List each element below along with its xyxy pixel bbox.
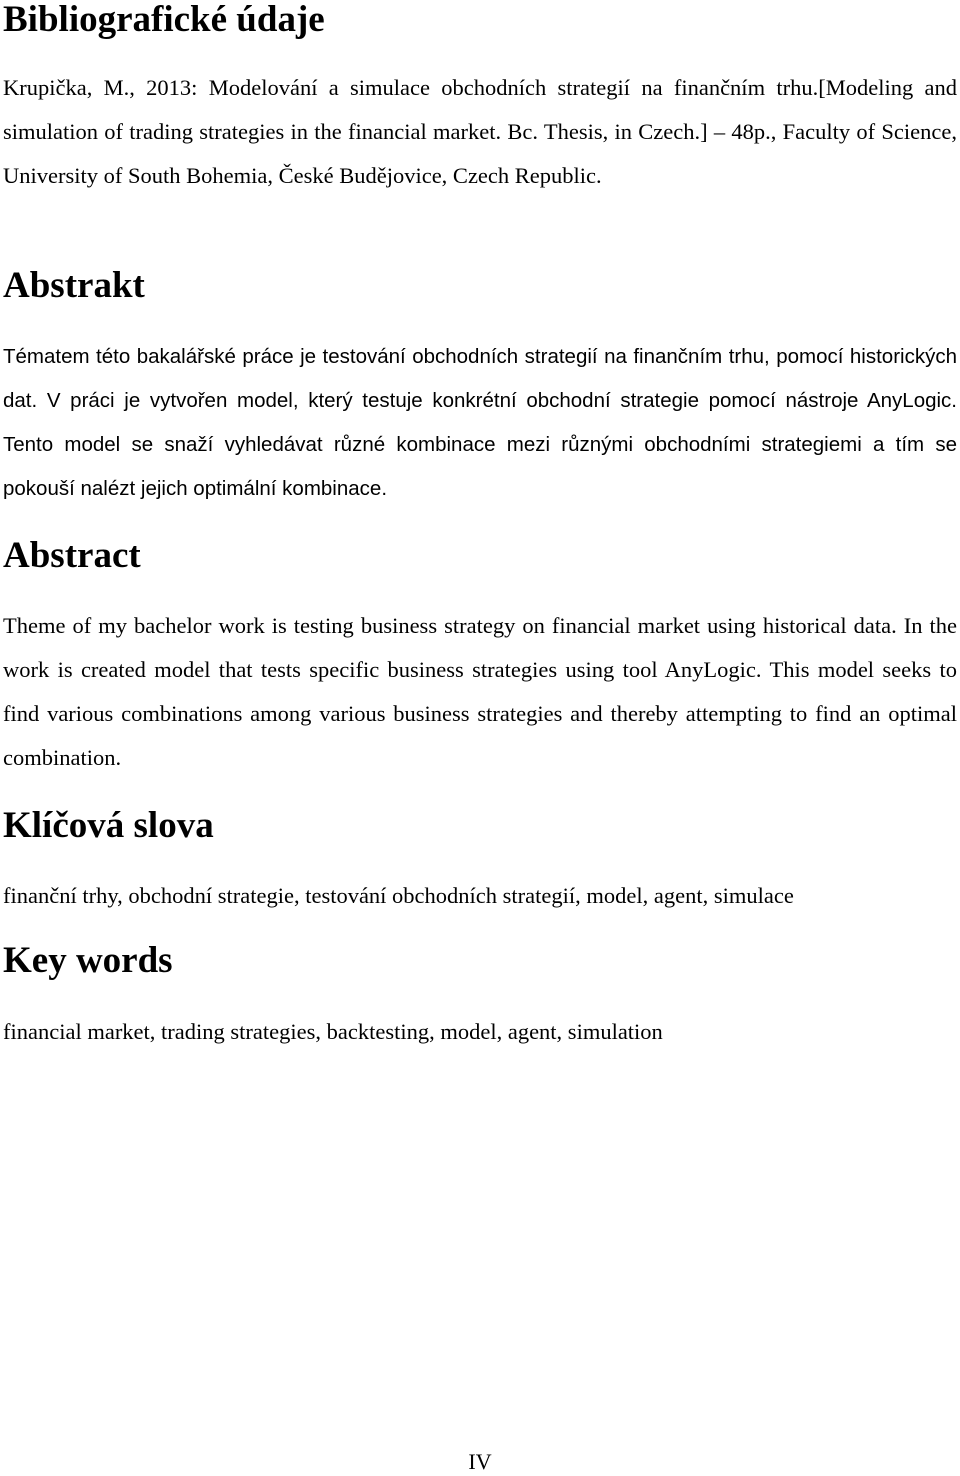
abstrakt-text: Tématem této bakalářské práce je testování obchodních strategií na finančním trhu, pomocí historických dat. V práci je vytvořen model, který testuje konkrétní obchodní strategie pomocí nástroje AnyLogic. Tento model se snaží vyhledávat různé kombinace mezi různými obchodními strategiemi a tím se pokouší nalézt jejich optimální kombinace. bbox=[3, 345, 957, 500]
key-words-heading: Key words bbox=[3, 940, 173, 981]
key-words-text: financial market, trading strategies, backtesting, model, agent, simulation bbox=[3, 1019, 663, 1044]
abstract-heading: Abstract bbox=[3, 535, 141, 576]
abstrakt-heading: Abstrakt bbox=[3, 265, 145, 306]
page-number: IV bbox=[468, 1449, 492, 1474]
bibliography-citation: Krupička, M., 2013: Modelování a simulace obchodních strategií na finančním trhu.[Modeling and simulation of trading strategies in the financial market. Bc. Thesis, in Czech.] – 48p., Faculty of Science, University of South Bohemia, České Budějovice, Czech Republic. bbox=[3, 75, 957, 188]
abstract-text: Theme of my bachelor work is testing business strategy on financial market using historical data. In the work is created model that tests specific business strategies using tool AnyLogic. This model seeks to find various combinations among various business strategies and thereby attempting to find an optimal combination. bbox=[3, 613, 957, 770]
bibliography-heading: Bibliografické údaje bbox=[3, 0, 325, 40]
klicova-slova-heading: Klíčová slova bbox=[3, 805, 214, 846]
klicova-slova-text: finanční trhy, obchodní strategie, testování obchodních strategií, model, agent, simulace bbox=[3, 883, 794, 908]
